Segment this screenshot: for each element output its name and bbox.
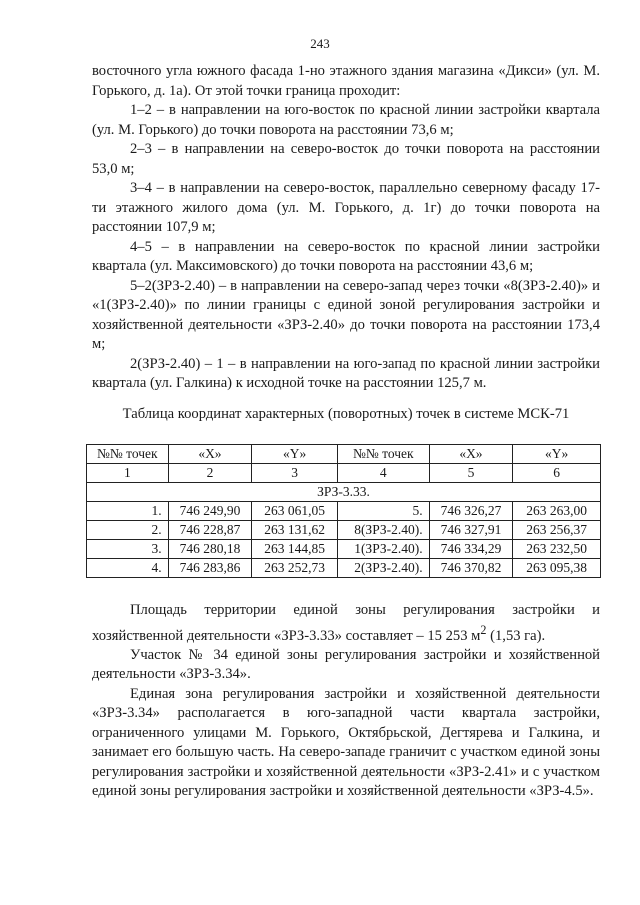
paragraph: Единая зона регулирования застройки и хозяйственной деятельности «ЗРЗ-3.34» располагается в юго-западной части квартала застройки, ограниченного улицами М. Горького, Октябрьской, Дегтярева и Галкина, и занимает его большую часть. На северо-западе граничит с участком единой зоны регулирования застройки и хозяйственной деятельности «ЗРЗ-2.41» и с участком единой зоны регулирования застройки и хозяйственной деятельности «ЗРЗ-4.5». xyxy=(92,685,600,800)
point-number-cell: 1(ЗРЗ-2.40). xyxy=(337,540,429,559)
paragraph: 1–2 – в направлении на юго-восток по красной линии застройки квартала (ул. М. Горького) до точки поворота на расстоянии 73,6 м; xyxy=(92,102,600,138)
zone-label-cell: ЗРЗ-3.33. xyxy=(87,483,601,502)
table-header-row xyxy=(87,445,601,464)
y-coordinate-cell: 263 095,38 xyxy=(513,559,601,578)
column-number-cell: 2 xyxy=(168,464,252,483)
x-coordinate-cell: 746 327,91 xyxy=(429,521,513,540)
y-coordinate-cell: 263 263,00 xyxy=(513,502,601,521)
column-number-cell: 5 xyxy=(429,464,513,483)
zone-description xyxy=(92,601,600,802)
table-row xyxy=(87,540,601,559)
column-number-cell: 3 xyxy=(252,464,338,483)
x-coordinate-cell: 746 326,27 xyxy=(429,502,513,521)
header-cell: «X» xyxy=(168,445,252,464)
x-coordinate-cell: 746 280,18 xyxy=(168,540,252,559)
coordinates-table xyxy=(86,444,601,578)
table-row xyxy=(87,559,601,578)
column-number-row xyxy=(87,464,601,483)
point-number-cell: 2. xyxy=(87,521,169,540)
paragraph: 4–5 – в направлении на северо-восток по красной линии застройки квартала (ул. Максимовского) до точки поворота на расстоянии 43,6 м; xyxy=(92,238,600,274)
area-text: Площадь территории единой зоны регулирования застройки и хозяйственной деятельности «ЗРЗ-3.33» составляет – 15 253 м xyxy=(92,602,600,644)
area-unit-exponent: 2 xyxy=(480,622,487,637)
point-number-cell: 5. xyxy=(337,502,429,521)
paragraph: 2(ЗРЗ-2.40) – 1 – в направлении на юго-запад по красной линии застройки квартала (ул. Галкина) к исходной точке на расстоянии 125,7 м. xyxy=(92,355,600,391)
paragraph: 5–2(ЗРЗ-2.40) – в направлении на северо-запад через точки «8(ЗРЗ-2.40)» и «1(ЗРЗ-2.40)» по линии границы с единой зоной регулирования застройки и хозяйственной деятельности «ЗРЗ-2.40» до точки поворота на расстоянии 173,4 м; xyxy=(92,277,600,352)
area-paragraph xyxy=(92,601,600,646)
table-caption: Таблица координат характерных (поворотных) точек в системе МСК-71 xyxy=(122,406,570,422)
x-coordinate-cell: 746 334,29 xyxy=(429,540,513,559)
point-number-cell: 2(ЗРЗ-2.40). xyxy=(337,559,429,578)
table-row xyxy=(87,521,601,540)
header-cell: «X» xyxy=(429,445,513,464)
point-number-cell: 1. xyxy=(87,502,169,521)
header-cell: «Y» xyxy=(513,445,601,464)
page-number: 243 xyxy=(310,36,330,51)
x-coordinate-cell: 746 228,87 xyxy=(168,521,252,540)
y-coordinate-cell: 263 252,73 xyxy=(252,559,338,578)
y-coordinate-cell: 263 061,05 xyxy=(252,502,338,521)
header-cell: «Y» xyxy=(252,445,338,464)
paragraph: Участок № 34 единой зоны регулирования застройки и хозяйственной деятельности «ЗРЗ-3.34». xyxy=(92,646,600,683)
y-coordinate-cell: 263 256,37 xyxy=(513,521,601,540)
point-number-cell: 4. xyxy=(87,559,169,578)
column-number-cell: 6 xyxy=(513,464,601,483)
x-coordinate-cell: 746 283,86 xyxy=(168,559,252,578)
x-coordinate-cell: 746 249,90 xyxy=(168,502,252,521)
x-coordinate-cell: 746 370,82 xyxy=(429,559,513,578)
zone-label-row xyxy=(87,483,601,502)
header-cell: №№ точек xyxy=(337,445,429,464)
area-text-end: (1,53 га). xyxy=(486,627,546,644)
paragraph: 2–3 – в направлении на северо-восток до точки поворота на расстоянии 53,0 м; xyxy=(92,141,600,177)
paragraph: восточного угла южного фасада 1-но этажного здания магазина «Дикси» (ул. М. Горького, д. 1а). От этой точки граница проходит: xyxy=(92,63,600,99)
point-number-cell: 3. xyxy=(87,540,169,559)
point-number-cell: 8(ЗРЗ-2.40). xyxy=(337,521,429,540)
y-coordinate-cell: 263 144,85 xyxy=(252,540,338,559)
column-number-cell: 4 xyxy=(337,464,429,483)
y-coordinate-cell: 263 232,50 xyxy=(513,540,601,559)
y-coordinate-cell: 263 131,62 xyxy=(252,521,338,540)
boundary-description xyxy=(92,62,600,394)
paragraph: 3–4 – в направлении на северо-восток, параллельно северному фасаду 17-ти этажного жилого дома (ул. М. Горького, д. 1г) до точки поворота на расстоянии 107,9 м; xyxy=(92,180,600,235)
header-cell: №№ точек xyxy=(87,445,169,464)
table-row xyxy=(87,502,601,521)
column-number-cell: 1 xyxy=(87,464,169,483)
